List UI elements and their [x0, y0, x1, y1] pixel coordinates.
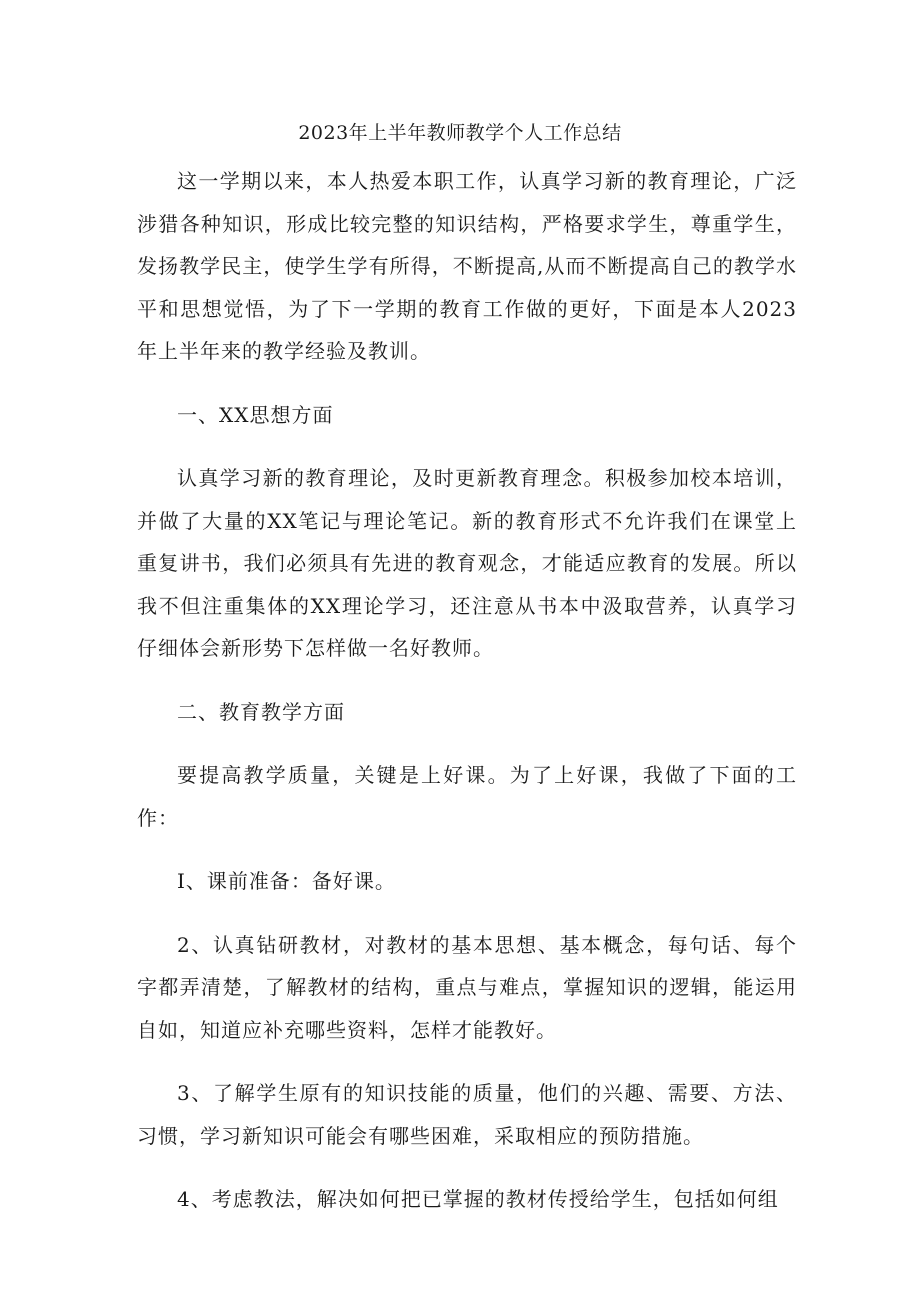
document-body [137, 160, 797, 1221]
thought-paragraph: 认真学习新的教育理论，及时更新教育理念。积极参加校本培训，并做了大量的XX笔记与理论笔记。新的教育形式不允许我们在课堂上重复讲书，我们必须具有先进的教育观念，才能适应教育的发展。所以我不但注重集体的XX理论学习，还注意从书本中汲取营养，认真学习仔细体会新形势下怎样做一名好教师。 [137, 466, 797, 660]
section-heading-teaching: 二、教育教学方面 [177, 699, 345, 724]
teaching-intro-paragraph: 要提高教学质量，关键是上好课。为了上好课，我做了下面的工作： [137, 763, 797, 830]
list-item-2: 2、认真钻研教材，对教材的基本思想、基本概念，每句话、每个字都弄清楚，了解教材的结构，重点与难点，掌握知识的逻辑，能运用自如，知道应补充哪些资料，怎样才能教好。 [137, 932, 797, 1042]
list-item-1: I、课前准备：备好课。 [177, 869, 396, 893]
list-item-3: 3、了解学生原有的知识技能的质量，他们的兴趣、需要、方法、习惯，学习新知识可能会有哪些困难，采取相应的预防措施。 [137, 1081, 797, 1148]
list-item-4: 4、考虑教法，解决如何把已掌握的教材传授给学生，包括如何组 [177, 1187, 779, 1211]
intro-paragraph: 这一学期以来，本人热爱本职工作，认真学习新的教育理论，广泛涉猎各种知识，形成比较完整的知识结构，严格要求学生，尊重学生，发扬教学民主，使学生学有所得，不断提高,从而不断提高自己的教学水平和思想觉悟，为了下一学期的教育工作做的更好，下面是本人2023年上半年来的教学经验及教训。 [137, 169, 797, 363]
document-title: 2023年上半年教师教学个人工作总结 [298, 122, 622, 144]
section-heading-thought: 一、XX思想方面 [177, 402, 334, 427]
